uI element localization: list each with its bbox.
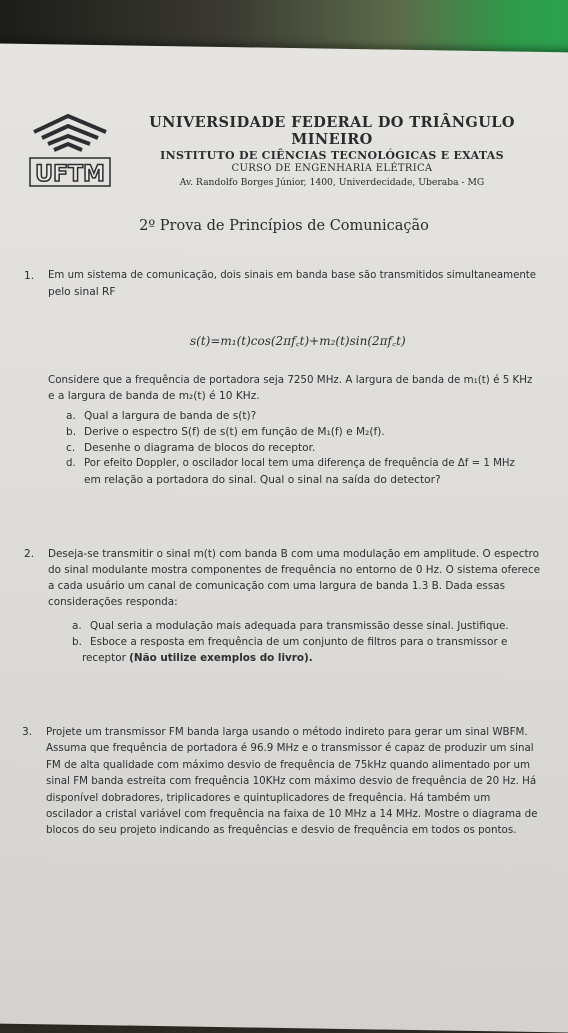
q2-line-1: Deseja-se transmitir o sinal m(t) com banda B com uma modulação em amplitude. O espectro bbox=[48, 548, 539, 560]
question-number: 1. bbox=[24, 270, 35, 282]
document-header bbox=[22, 110, 542, 200]
q1-equation: s(t)=m₁(t)cos(2πf꜀t)+m₂(t)sin(2πf꜀t) bbox=[190, 334, 406, 348]
q3-line-4: sinal FM banda estreita com frequência 10KHz com máximo desvio de frequência de 20 Hz. Há bbox=[46, 775, 537, 788]
q3-line-1: Projete um transmissor FM banda larga usando o método indireto para gerar um sinal WBFM. bbox=[46, 726, 528, 738]
question-number: 3. bbox=[22, 726, 33, 738]
q3-line-5: disponível dobradores, triplicadores e quintuplicadores de frequência. Há também um bbox=[46, 791, 491, 804]
q2-line-4: considerações responda: bbox=[48, 596, 178, 608]
uftm-logo bbox=[28, 114, 112, 192]
question-2-items bbox=[72, 618, 552, 666]
q2-item-b: b. Esboce a resposta em frequência de um conjunto de filtros para o transmissor e bbox=[72, 636, 508, 648]
q1-item-c: c. Desenhe o diagrama de blocos do receptor. bbox=[66, 442, 316, 454]
institute-name: INSTITUTO DE CIÊNCIAS TECNOLÓGICAS E EXATAS bbox=[160, 149, 504, 162]
q3-line-7: blocos do seu projeto indicando as frequências e desvio de frequência em todos os pontos. bbox=[46, 824, 517, 837]
q3-line-2: Assuma que frequência de portadora é 96.9 MHz e o transmissor é capaz de produzir um sinal bbox=[46, 742, 534, 755]
q1-context-line-1: Considere que a frequência de portadora seja 7250 MHz. A largura de banda de m₁(t) é 5 KHz bbox=[48, 374, 533, 386]
q1-item-d: d. Por efeito Doppler, o oscilador local tem uma diferença de frequência de Δf = 1 MHz bbox=[66, 458, 515, 469]
q2-line-2: do sinal modulante mostra componentes de frequência no entorno de 0 Hz. O sistema oferece bbox=[48, 564, 541, 576]
address: Av. Randolfo Borges Júnior, 1400, Univerdecidade, Uberaba - MG bbox=[179, 177, 485, 188]
course-name: CURSO DE ENGENHARIA ELÉTRICA bbox=[231, 163, 433, 174]
q3-line-6: oscilador a cristal variável com frequência na faixa de 10 MHz a 14 MHz. Mostre o diagrama de bbox=[46, 808, 538, 821]
q1-item-d-continued: em relação a portadora do sinal. Qual o sinal na saída do detector? bbox=[84, 474, 441, 486]
university-name: UNIVERSIDADE FEDERAL DO TRIÂNGULO MINEIRO bbox=[149, 114, 515, 148]
q2-item-b-continued: receptor (Não utilize exemplos do livro). bbox=[82, 652, 313, 664]
q1-context-line-2: e a largura de banda de m₂(t) é 10 KHz. bbox=[48, 390, 260, 402]
institution-block bbox=[122, 114, 542, 188]
q1-intro-line-2: pelo sinal RF bbox=[48, 286, 116, 298]
q2-line-3: a cada usuário um canal de comunicação com uma largura de banda 1.3 B. Dada essas bbox=[48, 580, 506, 592]
question-number: 2. bbox=[24, 548, 35, 560]
q1-item-b: b. Derive o espectro S(f) de s(t) em função de M₁(f) e M₂(f). bbox=[66, 426, 385, 438]
question-1-items bbox=[66, 408, 546, 488]
q3-line-3: FM de alta qualidade com máximo desvio de frequência de 75kHz quando alimentado por um bbox=[46, 758, 531, 771]
svg-text:UFTM: UFTM bbox=[35, 162, 105, 187]
exam-title: 2º Prova de Princípios de Comunicação bbox=[139, 218, 429, 234]
q1-intro-line-1: Em um sistema de comunicação, dois sinais em banda base são transmitidos simultaneamente bbox=[48, 270, 537, 281]
q1-item-a: a. Qual a largura de banda de s(t)? bbox=[66, 410, 257, 422]
q2-item-a: a. Qual seria a modulação mais adequada para transmissão desse sinal. Justifique. bbox=[72, 620, 509, 632]
